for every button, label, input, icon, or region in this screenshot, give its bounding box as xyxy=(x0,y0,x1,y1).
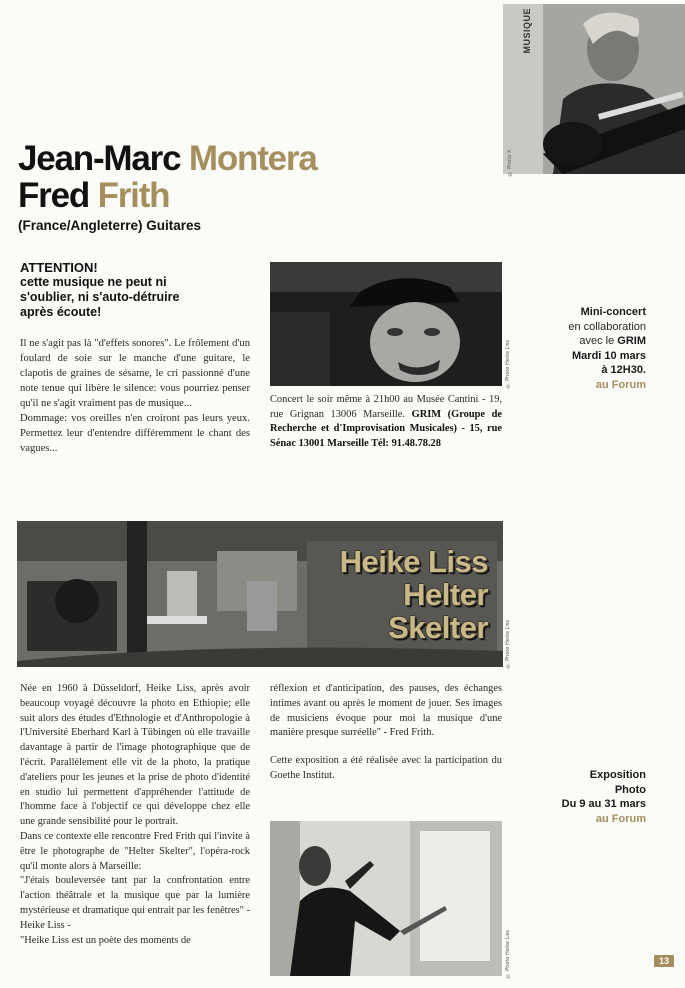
concert-date: Mardi 10 mars xyxy=(572,349,646,362)
expo-title-line-3: Skelter xyxy=(388,610,488,645)
concert-paragraph-1: Il ne s'agit pas là "d'effets sonores". Le frôlement d'un foulard de soie sur le manche d'une guitare, le clapotis de graines de sésame, le cri passionné d'une note tenue qui libère le silence: vous pourriez penser qu'il ne s'agit vraiment pas de musique... xyxy=(20,338,250,409)
artist-2 xyxy=(18,177,317,214)
photo-credit-portrait: © Photo Heike Liss xyxy=(505,340,511,389)
expo-quote-frith-end: réflexion et d'anticipation, des pauses, des échanges intimes avant ou après le moment de jouer. Ses images de musiciens évoque pour moi la musique d'une manière presque surréelle" - Fred Frith. xyxy=(270,683,502,739)
attention-block xyxy=(20,260,179,320)
expo-bio: Née en 1960 à Düsseldorf, Heike Liss, après avoir beaucoup voyagé découvre la photo en Ethiopie; elle suit alors des études d'Ethnologie et d'Anthropologie à l'Université Eberhard Karl à Tübingen où elle travaille davantage à partir de l'image photographique que de l'écrit. Parallèlement elle vit de la photo, la pratique d'ateliers pour les jeunes et la prise de photo d'identité en studio lui permettent d'appréhender l'attitude de l'homme face à l'objectif ce qui développe chez elle une grande sensibilité pour le portrait. xyxy=(20,683,250,828)
expo-title-line-1: Heike Liss xyxy=(339,544,488,579)
artist-1-first: Jean-Marc xyxy=(18,139,181,178)
dancer-photo xyxy=(270,821,502,976)
artist-2-last: Frith xyxy=(97,176,170,215)
grim-label: avec le GRIM xyxy=(579,335,646,347)
artist-1 xyxy=(18,140,317,177)
attention-line: cette musique ne peut ni xyxy=(20,275,167,289)
photo-credit-studio: © Photo Heike Liss xyxy=(505,620,511,669)
section-label: MUSIQUE xyxy=(522,8,532,54)
photo-label: Photo xyxy=(614,783,646,796)
concert-body xyxy=(20,336,250,456)
concert-venue-forum: au Forum xyxy=(595,378,646,391)
expo-venue-forum: au Forum xyxy=(595,812,646,825)
expo-quote-liss: "J'étais bouleversée tant par la confrontation entre l'action théâtrale et la musique que par la lumière mystérieuse et dramatique qui entrait par les fenêtres" - Heike Liss - xyxy=(20,875,250,931)
expo-title-line-2: Helter xyxy=(403,577,488,612)
concert-paragraph-2: Dommage: vos oreilles n'en croiront pas leurs yeux. Permettez leur d'entendre différemment le chant des vagues... xyxy=(20,413,250,454)
expo-title xyxy=(260,545,488,644)
concert-time: à 12H30. xyxy=(601,364,646,376)
attention-heading: ATTENTION! xyxy=(20,260,98,275)
concert-info xyxy=(270,393,502,451)
artists-title xyxy=(18,140,317,214)
attention-line: s'oublier, ni s'auto-détruire xyxy=(20,290,180,304)
photo-credit-dancer: © Photo Heike Liss xyxy=(505,930,511,979)
expo-quote-frith-start: "Heike Liss est un poète des moments de xyxy=(20,934,191,946)
photo-credit-top: © Photo X. xyxy=(507,148,513,177)
expo-context: Dans ce contexte elle rencontre Fred Frith qui l'invite à être le photographe de "Helter Skelter", l'opéra-rock qu'il monte alors à Marseille: xyxy=(20,830,250,872)
page-number: 13 xyxy=(654,955,674,967)
mini-concert-label: Mini-concert xyxy=(580,306,646,318)
expo-credits: Cette exposition a été réalisée avec la participation du Goethe Institut. xyxy=(270,755,502,781)
frith-portrait-photo xyxy=(270,262,502,386)
expo-dates: Du 9 au 31 mars xyxy=(561,798,646,810)
expo-column-2 xyxy=(270,682,502,784)
collaboration-label: en collaboration xyxy=(568,320,646,333)
attention-line: après écoute! xyxy=(20,305,102,319)
artist-2-first: Fred xyxy=(18,176,90,215)
artist-1-last: Montera xyxy=(188,139,317,178)
sidebar-expo xyxy=(520,768,646,826)
concert-subtitle: (France/Angleterre) Guitares xyxy=(18,218,202,233)
expo-column-1 xyxy=(20,682,250,948)
exposition-label: Exposition xyxy=(589,769,646,781)
sidebar-concert xyxy=(520,305,646,392)
concert-venue: Concert le soir même à 21h00 au Musée Cantini - 19, rue Grignan 13006 Marseille. xyxy=(270,394,502,420)
grim-contact: GRIM (Groupe de Recherche et d'Improvisation Musicales) - 15, rue Sénac 13001 Marseille Tél: 91.48.78.28 xyxy=(270,408,502,449)
